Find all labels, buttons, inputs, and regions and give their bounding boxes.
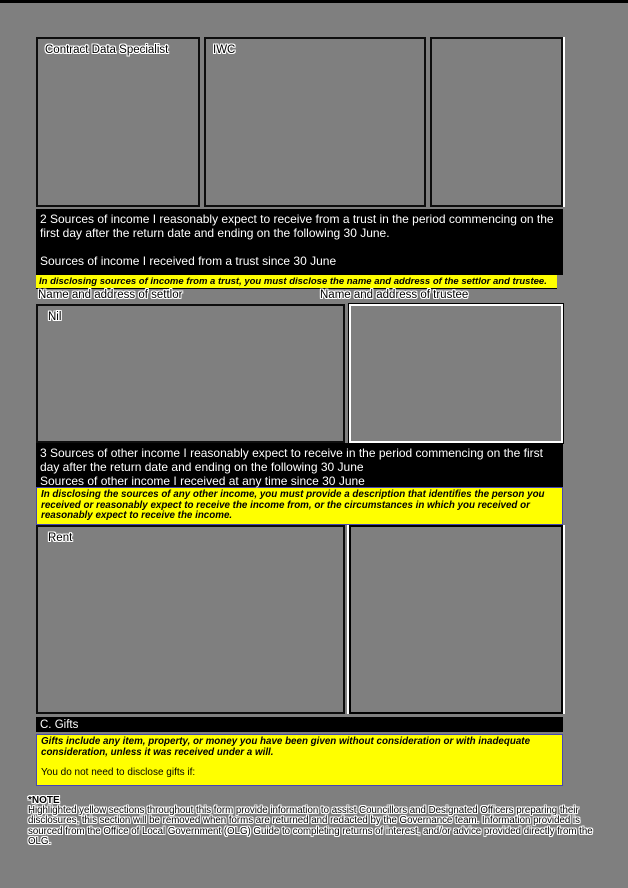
empty-field[interactable] xyxy=(430,37,563,207)
other-income-field[interactable]: Rent xyxy=(36,525,345,714)
settlor-trustee-boxes-row xyxy=(36,304,563,443)
footnote xyxy=(28,795,594,848)
other-income-field-2[interactable] xyxy=(349,525,563,714)
trustee-field[interactable] xyxy=(349,304,563,443)
section-3-header-bar xyxy=(36,443,563,487)
trust-income-instruction: In disclosing sources of income from a trust, you must disclose the name and address of the settlor and trustee. xyxy=(36,275,557,289)
settlor-trustee-header-row xyxy=(36,289,563,304)
footnote-body: Highlighted yellow sections throughout this form provide information to assist Councillors and Designated Officers preparing their disclosures, this section will be removed when forms are returned and redacted by the Governance team. Information provided is sourced from the Office of Local Government (OLG) Guide to completing returns of interest, and/or advice provided directly from the OLG. xyxy=(28,805,593,848)
page-top-border xyxy=(0,0,628,3)
trustee-column-header: Name and address of trustee xyxy=(320,289,469,301)
section-2-header-bar xyxy=(36,209,563,275)
section-3-heading: 3 Sources of other income I reasonably expect to receive in the period commencing on the first day after the return date and ending on the following 30 June xyxy=(40,446,543,474)
settlor-field[interactable]: Nil xyxy=(36,304,345,443)
section-2-heading: 2 Sources of income I reasonably expect to receive from a trust in the period commencing on the first day after the return date and ending on the following 30 June. xyxy=(40,212,554,240)
section-2-subheading: Sources of income I received from a trust since 30 June xyxy=(40,254,337,268)
section-3-subheading: Sources of other income I received at any time since 30 June xyxy=(40,474,365,488)
gifts-instruction-block xyxy=(36,734,563,786)
form-page xyxy=(36,37,563,788)
employer-field[interactable]: IWC xyxy=(204,37,426,207)
occupation-boxes-row xyxy=(36,37,563,207)
settlor-column-header: Name and address of settlor xyxy=(38,289,183,301)
occupation-field[interactable]: Contract Data Specialist xyxy=(36,37,200,207)
other-income-instruction: In disclosing the sources of any other income, you must provide a description that identifies the person you received or reasonably expect to receive the income from, or the circumstances in which you received or reasonably expect to receive the income. xyxy=(36,487,563,525)
other-income-boxes-row xyxy=(36,525,563,714)
footnote-title: *NOTE xyxy=(28,795,60,806)
blank-line xyxy=(40,240,559,254)
gifts-instruction: Gifts include any item, property, or money you have been given without consideration or with inadequate consideration, unless it was received under a will. xyxy=(41,736,531,758)
gifts-condition-intro: You do not need to disclose gifts if: xyxy=(41,767,196,779)
gifts-section-header-bar: C. Gifts xyxy=(36,717,563,732)
